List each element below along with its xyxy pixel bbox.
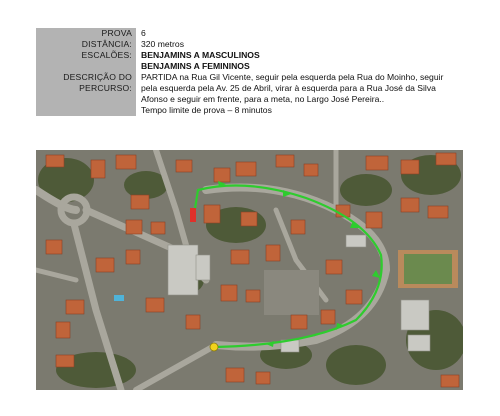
- descricao-label-spacer-1: [36, 94, 136, 105]
- row-escaloes-1: [36, 50, 466, 61]
- row-distancia: [36, 39, 466, 50]
- descricao-line-4: Tempo limite de prova – 8 minutos: [136, 105, 466, 116]
- escaloes-label-spacer: [36, 61, 136, 72]
- start-marker: [190, 208, 196, 222]
- sports-court-field: [404, 254, 452, 284]
- distancia-value: 320 metros: [136, 39, 466, 50]
- swimming-pool: [114, 295, 124, 301]
- distancia-label: DISTÂNCIA:: [36, 39, 136, 50]
- row-descricao-4: [36, 105, 466, 116]
- descricao-line-3: Afonso e seguir em frente, para a meta, no Largo José Pereira..: [136, 94, 466, 105]
- descricao-label-spacer-2: [36, 105, 136, 116]
- finish-marker: [210, 343, 218, 351]
- row-escaloes-2: [36, 61, 466, 72]
- descricao-line-2: pela esquerda pela Av. 25 de Abril, virar à esquerda para a Rua José da Silva: [136, 83, 466, 94]
- escalao-masculinos: BENJAMINS A MASCULINOS: [136, 50, 466, 61]
- row-descricao-1: [36, 72, 466, 83]
- descricao-line-1: PARTIDA na Rua Gil Vicente, seguir pela esquerda pela Rua do Moinho, seguir: [136, 72, 466, 83]
- prova-label: PROVA: [36, 28, 136, 39]
- row-descricao-3: [36, 94, 466, 105]
- row-prova: [36, 28, 466, 39]
- escalao-femininos: BENJAMINS A FEMININOS: [136, 61, 466, 72]
- route-aerial-map: [36, 150, 463, 390]
- escaloes-label: ESCALÕES:: [36, 50, 136, 61]
- descricao-label-line1: DESCRIÇÃO DO: [36, 72, 136, 83]
- map-svg: [36, 150, 463, 390]
- prova-value: 6: [136, 28, 466, 39]
- descricao-label-line2: PERCURSO:: [36, 83, 136, 94]
- row-descricao-2: [36, 83, 466, 94]
- race-info-table: [36, 28, 466, 116]
- parking-lot: [264, 270, 319, 315]
